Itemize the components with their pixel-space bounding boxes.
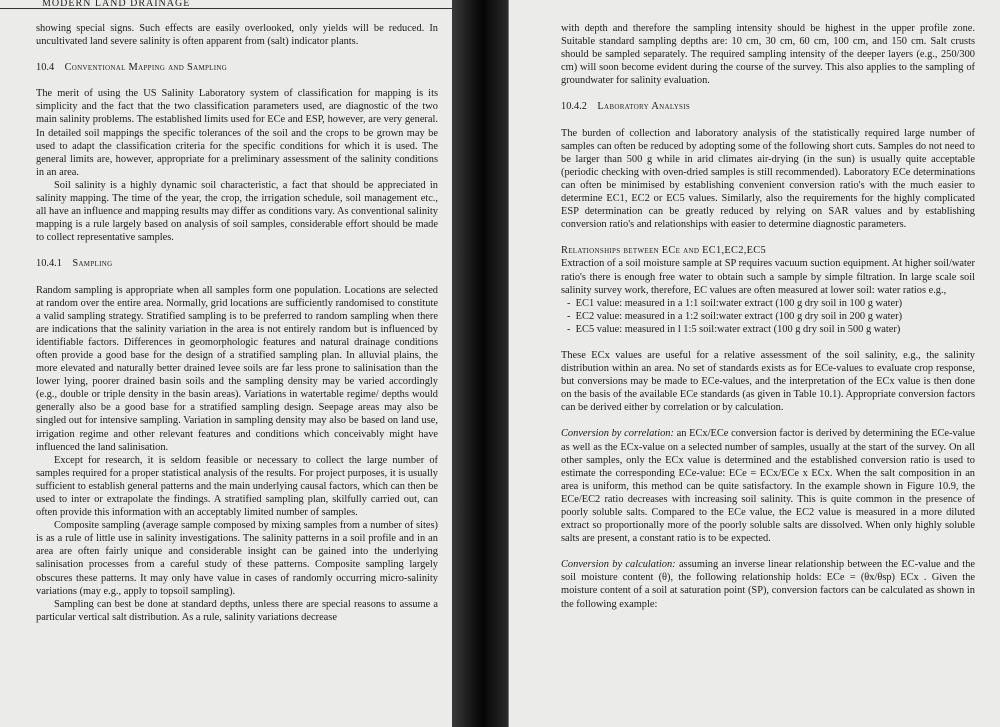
list-marker: - (567, 310, 571, 322)
paragraph: Composite sampling (average sample composed by mixing samples from a number of sites) is as a rule of little use in salinity investigations. The salinity patterns in a soil profile and in an area are often fairly unique and considerable insight can be gained into the underlying salinisation processes from a careful study of these patterns. Composite sampling largely obscures these patterns. It may only have value in cases of randomly occurring micro-salinity variations (may e.g., apply to topsoil sampling). (36, 520, 438, 597)
paragraph: with depth and therefore the sampling intensity should be highest in the upper profile zone. Suitable standard sampling depths are: 10 cm, 30 cm, 60 cm, 100 cm, and 150 cm. Salt crusts should be sampled separately. The required sampling intensity of the deeper layers (e.g., 250/300 cm) will soon become evident during the course of the survey. This also applies to the sampling of groundwater for salinity evaluation. (561, 23, 975, 87)
book-gutter (452, 0, 508, 727)
paragraph: Soil salinity is a highly dynamic soil characteristic, a fact that should be appreciated in salinity mapping. The time of the year, the crop, the irrigation schedule, soil management etc., all have an influence and mapping results may differ as conditions vary. As conventional salinity mapping is a rule largely based on analysis of soil samples, considerable effort should be made to collect representative samples. (36, 179, 438, 244)
paragraph-lead: Conversion by correlation: (561, 428, 674, 440)
paragraph: showing special signs. Such effects are easily overlooked, only yields will be reduced. In uncultivated land severe salinity is often apparent from (salt) indicator plants. (36, 23, 438, 48)
left-column (36, 22, 438, 624)
ec-list (561, 297, 975, 336)
section-number: 10.4 (36, 62, 55, 74)
paragraph: Sampling can best be done at standard depths, unless there are special reasons to assume a particular vertical salt distribution. As a rule, salinity variations decrease (36, 598, 438, 623)
list-item: - EC1 value: measured in a 1:1 soil:water extract (100 g dry soil in 100 g water) (567, 297, 903, 309)
list-item: - EC5 value: measured in l 1:5 soil:water extract (100 g dry soil in 500 g water) (567, 323, 901, 335)
paragraph: Random sampling is appropriate when all samples form one population. Locations are selected at random over the entire area. Normally, grid locations are sufficiently randomised to constitute a valid sampling strategy. Stratified sampling is to be preferred to random sampling when there are indications that the salinity variation in the area is not entirely random but is influenced by identifiable factors. Differences in geomorphologic features and natural drainage conditions often provide a good base for the design of a stratified sampling plan. In alluvial plains, the more elevated and naturally better drained levee soils are far less prone to salinisation than the lower lying, poorer drained basin soils and the sampling density may be varied accordingly (e.g., double or triple density in the basin areas). Variations in watertable regime/ depths would generally also be a good base for a stratified sampling design. Seepage areas may also be singled out for intensive sampling. Variation in sampling density may also be based on land use, irrigation regime and other relevant features and conditions which conceivably might have influenced the land salinisation. (36, 284, 438, 453)
section-number: 10.4.2 (561, 101, 587, 113)
paragraph: Extraction of a soil moisture sample at SP requires vacuum suction equipment. At higher soil/water ratio's there is enough free water to obtain such a sample by simple filtration. In large scale soil salinity survey work, therefore, EC values are often measured at lower soil: water ratios e.g., (561, 258, 975, 296)
paragraph: The burden of collection and laboratory analysis of the statistically required large number of samples can often be reduced by adopting some of the following short cuts. Samples do not need to be larger than 500 g while in arid climates air-drying (in the sun) is usually quite acceptable (periodic checking with oven-dried samples is still recommended). Laboratory ECe determinations can often be minimised by establishing convenient conversion ratio's with the much easier to determine EC1, EC2 or EC5 values. Similarly, also the requirements for the highly complicated ESP determination can be greatly reduced by relying on SAR values and by establishing conversion ratio's and relationships with easier to determine diagnostic parameters. (561, 127, 975, 231)
paragraph: Conversion by correlation: an ECx/ECe conversion factor is derived by determining the ECe-value as well as the ECx-value on a selected number of samples, usually at the start of the survey. On all other samples, only the ECx value is determined and the established conversion ratio is used to estimate the corresponding ECe-value: ECe = ECx/ECe x ECx. When the salt composition in an area is uniform, this method can be quite satisfactory. In the example shown in Figure 10.9, the ECe/EC2 ratio decreases with increasing soil salinity. This is quite common in the presence of poorly soluble salts. Compared to the ECe value, the EC2 value is measured in a more diluted extract so proportionally more of the poorly soluble salts are dissolved. When only highly soluble salts are present, a constant ratio is to be expected. (561, 428, 975, 545)
list-marker: - (567, 297, 571, 309)
subsection-heading (561, 100, 975, 113)
section-number: 10.4.1 (36, 258, 62, 270)
paragraph-lead: Conversion by calculation: (561, 559, 676, 571)
section-heading (36, 61, 438, 74)
section-title: Laboratory Analysis (597, 101, 691, 113)
paragraph: Conversion by calculation: assuming an inverse linear relationship between the EC-value and the soil moisture content (θ), the following relationship holds: ECe = (θx/θsp) ECx . Given the moisture content of a soil at saturation point (SP), conversion factors can be calculated as shown in the following example: (561, 559, 976, 610)
left-page (0, 0, 453, 727)
paragraph: These ECx values are useful for a relative assessment of the soil salinity, e.g., the salinity distribution within an area. No set of standards exists as for ECe-values to evaluate crop response, but conversions may be made to ECe-values, and the interpretation of the ECx value is then done on the basis of the available ECe standards (as given in Table 10.1). Appropriate conversion factors can be derived either by correlation or by calculation. (561, 349, 975, 414)
right-column (561, 22, 975, 611)
minor-heading: Relationships between ECe and EC1,EC2,EC5 (561, 245, 767, 257)
list-marker: - (567, 323, 571, 335)
running-head: MODERN LAND DRAINAGE (0, 0, 452, 9)
right-page (508, 0, 1000, 727)
subsection-heading (36, 257, 438, 270)
section-title: Conventional Mapping and Sampling (64, 62, 228, 74)
section-title: Sampling (72, 258, 113, 270)
paragraph: The merit of using the US Salinity Laboratory system of classification for mapping is its simplicity and the fact that the two classification parameters used, are diagnostic of the two main salinity problems. The established limits used for ECe and ESP, however, are very general. In detailed soil mappings the specific tolerances of the soil and the crops to be grown may be used to adapt the classification criteria for the specific conditions for which it is used. The general limits are, however, appropriate for a preliminary assessment of the salinity conditions in an area. (36, 88, 438, 178)
paragraph: Except for research, it is seldom feasible or necessary to collect the large number of samples required for a proper statistical analysis of the results. For project purposes, it is usually sufficient to establish general patterns and the main underlying causal factors, which can then be used to inter or extrapolate the findings. A stratified sampling plan, skilfully carried out, can often provide this information with an acceptably limited number of samples. (36, 454, 438, 519)
list-item: - EC2 value: measured in a 1:2 soil:water extract (100 g dry soil in 200 g water) (567, 310, 903, 322)
